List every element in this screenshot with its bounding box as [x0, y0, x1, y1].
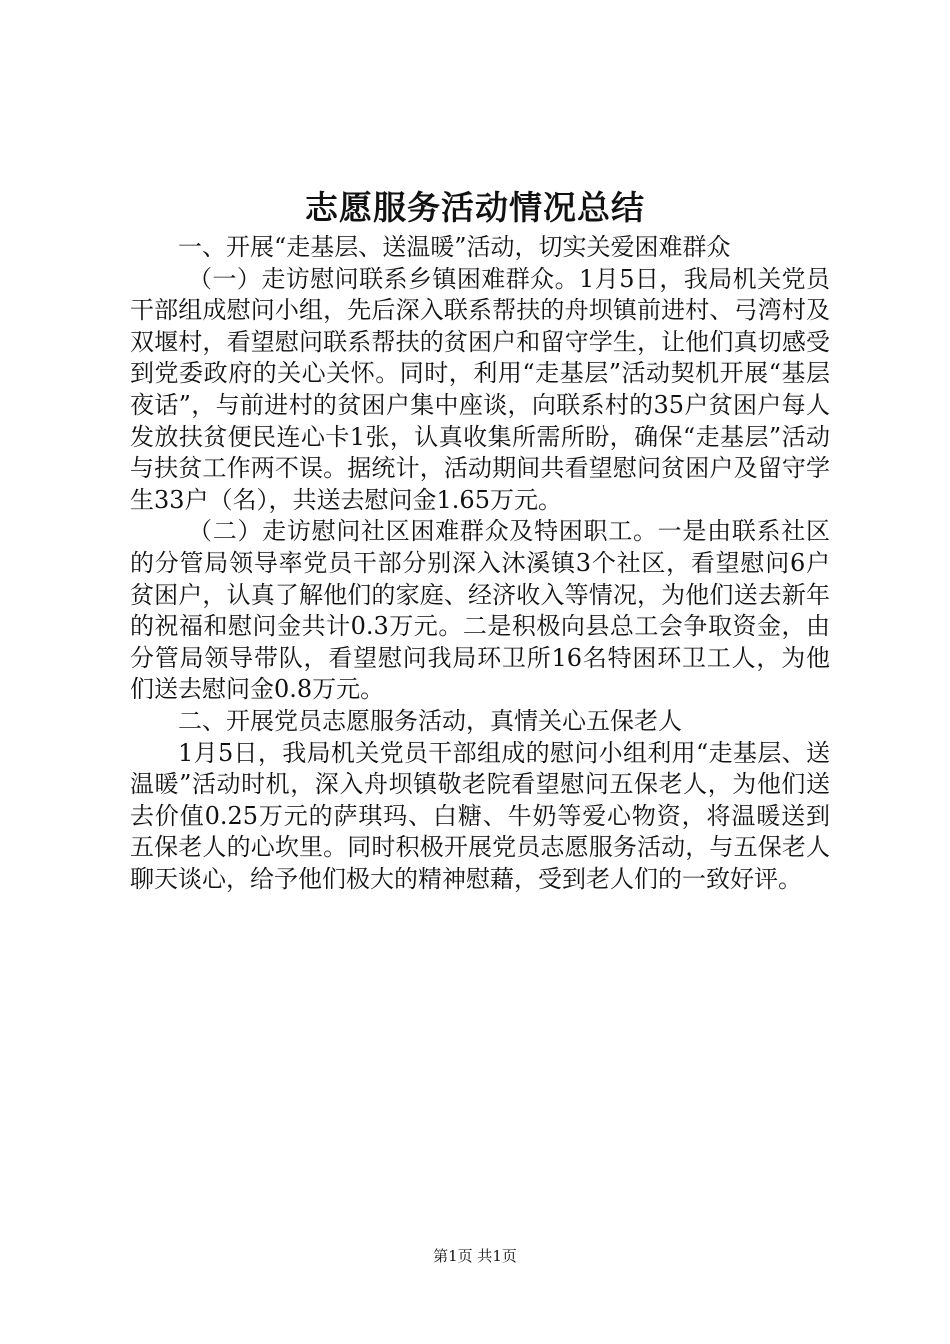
paragraph-visit-communities: （二）走访慰问社区困难群众及特困职工。一是由联系社区的分管局领导率党员干部分别深入沐溪镇3个社区，看望慰问6户贫困户，认真了解他们的家庭、经济收入等情况，为他们送去新年的祝福和慰问金共计0.3万元。二是积极向县总工会争取资金，由分管局领导带队，看望慰问我局环卫所16名特困环卫工人，为他们送去慰问金0.8万元。 — [130, 517, 830, 704]
document-body — [130, 232, 830, 895]
section-heading-2: 二、开展党员志愿服务活动，真情关心五保老人 — [178, 706, 682, 735]
section-heading-1: 一、开展“走基层、送温暖”活动，切实关爱困难群众 — [178, 233, 731, 261]
paragraph-elderly-care: 1月5日，我局机关党员干部组成的慰问小组利用“走基层、送温暖”活动时机，深入舟坝镇敬老院看望慰问五保老人，为他们送去价值0.25万元的萨琪玛、白糖、牛奶等爱心物资，将温暖送到五保老人的心坎里。同时积极开展党员志愿服务活动，与五保老人聊天谈心，给予他们极大的精神慰藉，受到老人们的一致好评。 — [130, 738, 830, 893]
paragraph-visit-townships: （一）走访慰问联系乡镇困难群众。1月5日，我局机关党员干部组成慰问小组，先后深入联系帮扶的舟坝镇前进村、弓湾村及双堰村，看望慰问联系帮扶的贫困户和留守学生，让他们真切感受到党委政府的关心关怀。同时，利用“走基层”活动契机开展“基层夜话”，与前进村的贫困户集中座谈，向联系村的35户贫困户每人发放扶贫便民连心卡1张，认真收集所需所盼，确保“走基层”活动与扶贫工作两不误。据统计，活动期间共看望慰问贫困户及留守学生33户（名），共送去慰问金1.65万元。 — [130, 264, 830, 514]
page-number-footer: 第1页 共1页 — [433, 1247, 517, 1265]
document-title: 志愿服务活动情况总结 — [305, 188, 645, 227]
